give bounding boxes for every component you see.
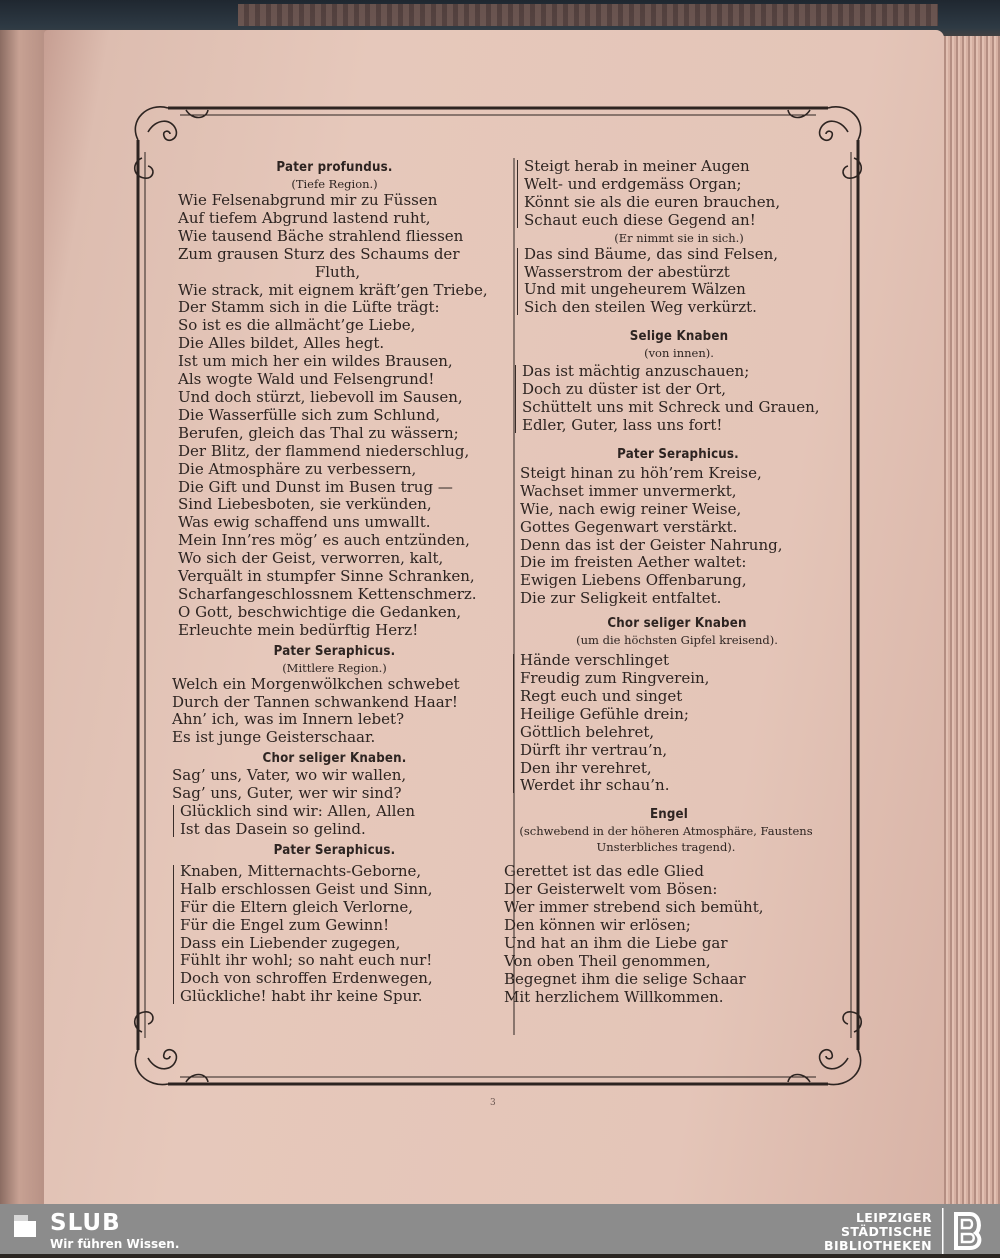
slub-logo-icon[interactable] xyxy=(10,1211,40,1241)
verse-line: Und hat an ihm die Liebe gar xyxy=(504,934,728,952)
verse-line: Wo sich der Geist, verworren, kalt, xyxy=(178,549,444,568)
verse-line: Heilige Gefühle drein; xyxy=(520,704,689,723)
verse-line: Auf tiefem Abgrund lastend ruht, xyxy=(178,208,431,227)
verse-line: Die Wasserfülle sich zum Schlund, xyxy=(178,405,441,424)
verse-line: Sag’ uns, Vater, wo wir wallen, xyxy=(172,766,407,785)
verse-line: Wachset immer unvermerkt, xyxy=(520,481,737,500)
slub-tagline: Wir führen Wissen. xyxy=(50,1237,180,1251)
verse-line: Ist um mich her ein wildes Brausen, xyxy=(178,352,453,371)
verse-line: So ist es die allmächt’ge Liebe, xyxy=(178,316,416,335)
left-page-gutter xyxy=(0,30,48,1204)
verse-block-bracketed xyxy=(524,158,834,230)
verse-line: Die Alles bildet, Alles hegt. xyxy=(178,334,385,353)
speaker-heading: Chor seliger Knaben xyxy=(607,615,747,632)
verse-line: Zum grausen Sturz des Schaums der xyxy=(178,244,460,263)
verse-block-bracketed xyxy=(522,363,834,435)
verse-line: Mein Inn’res mög’ es auch entzünden, xyxy=(178,531,470,550)
verse-block xyxy=(172,767,497,803)
verse-block-bracketed xyxy=(180,863,497,1006)
stage-direction: (Mittlere Region.) xyxy=(282,660,387,675)
verse-line: Fühlt ihr wohl; so naht euch nur! xyxy=(180,951,433,970)
verse-line: O Gott, beschwichtige die Gedanken, xyxy=(178,602,462,621)
slub-name[interactable]: SLUB xyxy=(50,1210,121,1236)
verse-line: Begegnet ihm die selige Schaar xyxy=(504,969,746,988)
verse-line: Von oben Theil genommen, xyxy=(504,951,711,970)
verse-line: Freudig zum Ringverein, xyxy=(520,669,710,688)
speaker-heading: Chor seliger Knaben. xyxy=(262,750,407,767)
verse-line: Gerettet ist das edle Glied xyxy=(504,862,704,881)
verse-line: Ewigen Liebens Offenbarung, xyxy=(520,571,747,590)
verse-line: Doch von schroffen Erdenwegen, xyxy=(180,969,433,988)
verse-block xyxy=(504,863,834,1006)
verse-line: Das sind Bäume, das sind Felsen, xyxy=(524,244,779,263)
verse-line: Göttlich belehret, xyxy=(520,722,655,741)
verse-line: Halb erschlossen Geist und Sinn, xyxy=(180,879,433,898)
verse-line: Könnt sie als die euren brauchen, xyxy=(524,192,781,211)
right-column xyxy=(504,158,834,1007)
verse-line: Durch der Tannen schwankend Haar! xyxy=(172,692,458,711)
verse-line: Für die Eltern gleich Verlorne, xyxy=(180,897,414,916)
verse-block xyxy=(520,465,834,608)
verse-block xyxy=(172,676,497,748)
speaker-heading: Pater Seraphicus. xyxy=(273,642,396,659)
speaker-heading: Pater profundus. xyxy=(276,159,393,175)
verse-line: Wie Felsenabgrund mir zu Füssen xyxy=(178,191,438,209)
verse-line: Und mit ungeheurem Wälzen xyxy=(524,280,746,299)
verse-line: Steigt herab in meiner Augen xyxy=(524,157,750,175)
stage-direction: (um die höchsten Gipfel kreisend). xyxy=(576,633,778,648)
verse-line: Wie, nach ewig reiner Weise, xyxy=(520,499,742,518)
verse-line: Hände verschlinget xyxy=(520,651,669,670)
verse-line: Verquält in stumpfer Sinne Schranken, xyxy=(178,567,475,586)
speaker-heading: Pater Seraphicus. xyxy=(273,841,396,858)
verse-line: Sag’ uns, Guter, wer wir sind? xyxy=(172,784,402,803)
verse-block-bracketed xyxy=(520,652,834,795)
stage-direction: (von innen). xyxy=(644,346,714,361)
verse-line: Mit herzlichem Willkommen. xyxy=(504,987,724,1006)
verse-line: Welt- und erdgemäss Organ; xyxy=(524,174,742,193)
verse-line: Die Atmosphäre zu verbessern, xyxy=(178,459,417,478)
verse-line: Was ewig schaffend uns umwallt. xyxy=(178,513,431,532)
verse-line: Als wogte Wald und Felsengrund! xyxy=(178,370,435,389)
verse-line: Die zur Seligkeit entfaltet. xyxy=(520,589,722,608)
verse-block-bracketed xyxy=(180,803,497,839)
verse-line: Den ihr verehret, xyxy=(520,758,652,777)
library-name-line: LEIPZIGER xyxy=(855,1210,932,1225)
verse-line: Glücklich sind wir: Allen, Allen xyxy=(180,802,415,821)
speaker-heading: Pater Seraphicus. xyxy=(617,445,739,462)
library-name-line: STÄDTISCHE xyxy=(841,1224,932,1239)
verse-line: Die im freisten Aether waltet: xyxy=(520,553,747,572)
footer-bar xyxy=(0,1204,1000,1254)
library-name[interactable] xyxy=(824,1211,932,1253)
verse-line: Für die Engel zum Gewinn! xyxy=(180,915,390,934)
verse-line: Der Blitz, der flammend niederschlug, xyxy=(178,441,470,460)
page-number: 3 xyxy=(490,1098,496,1108)
verse-line: Sich den steilen Weg verkürzt. xyxy=(524,298,757,317)
verse-block xyxy=(178,192,497,640)
verse-line: Und doch stürzt, liebevoll im Sausen, xyxy=(178,387,463,406)
verse-line: Erleuchte mein bedürftig Herz! xyxy=(178,620,419,639)
stage-direction: (schwebend in der höheren Atmosphäre, Faustens Unsterbliches tragend). xyxy=(519,824,813,855)
verse-line: Wie strack, mit eignem kräft’gen Triebe, xyxy=(178,280,488,299)
verse-line: Doch zu düster ist der Ort, xyxy=(522,380,726,399)
verse-line: Welch ein Morgenwölkchen schwebet xyxy=(172,674,460,693)
verse-line: Der Geisterwelt vom Bösen: xyxy=(504,880,718,899)
verse-line: Gottes Gegenwart verstärkt. xyxy=(520,517,738,536)
verse-block-bracketed xyxy=(524,246,834,318)
stage-direction: (Tiefe Region.) xyxy=(291,177,378,191)
verse-line: Berufen, gleich das Thal zu wässern; xyxy=(178,423,459,442)
verse-line: Steigt hinan zu höh’rem Kreise, xyxy=(520,463,762,482)
library-name-line: BIBLIOTHEKEN xyxy=(824,1238,932,1253)
verse-line: Wie tausend Bäche strahlend fliessen xyxy=(178,226,464,245)
verse-line: Wasserstrom der abestürzt xyxy=(524,262,730,281)
verse-line: Es ist junge Geisterschaar. xyxy=(172,728,376,747)
verse-line: Schüttelt uns mit Schreck und Grauen, xyxy=(522,398,820,417)
verse-line: Dürft ihr vertrau’n, xyxy=(520,740,668,759)
verse-line: Werdet ihr schau’n. xyxy=(520,776,670,795)
cover-decorative-band xyxy=(238,4,938,26)
verse-line: Dass ein Liebender zugegen, xyxy=(180,933,401,952)
verse-line: Wer immer strebend sich bemüht, xyxy=(504,898,764,917)
speaker-heading: Selige Knaben xyxy=(629,328,729,345)
speaker-heading: Engel xyxy=(649,806,689,823)
verse-line: Glückliche! habt ihr keine Spur. xyxy=(180,987,423,1006)
stage-direction: (Er nimmt sie in sich.) xyxy=(614,230,744,245)
verse-line: Sind Liebesboten, sie verkünden, xyxy=(178,495,432,514)
verse-line: Denn das ist der Geister Nahrung, xyxy=(520,535,783,554)
verse-line: Der Stamm sich in die Lüfte trägt: xyxy=(178,298,440,317)
verse-line: Den können wir erlösen; xyxy=(504,916,691,935)
verse-line: Die Gift und Dunst im Busen trug — xyxy=(178,477,453,496)
verse-line: Fluth, xyxy=(314,262,361,281)
verse-line: Schaut euch diese Gegend an! xyxy=(524,210,756,229)
verse-line: Ist das Dasein so gelind. xyxy=(180,820,366,838)
left-column xyxy=(172,158,497,1006)
verse-line: Scharfangeschlossnem Kettenschmerz. xyxy=(178,584,477,603)
verse-line: Das ist mächtig anzuschauen; xyxy=(522,362,750,381)
verse-line: Regt euch und singet xyxy=(520,686,683,705)
verse-line: Edler, Guter, lass uns fort! xyxy=(522,415,723,434)
library-logo-icon[interactable] xyxy=(942,1208,990,1254)
verse-line: Knaben, Mitternachts-Geborne, xyxy=(180,861,422,880)
verse-line: Ahn’ ich, was im Innern lebet? xyxy=(172,710,405,729)
